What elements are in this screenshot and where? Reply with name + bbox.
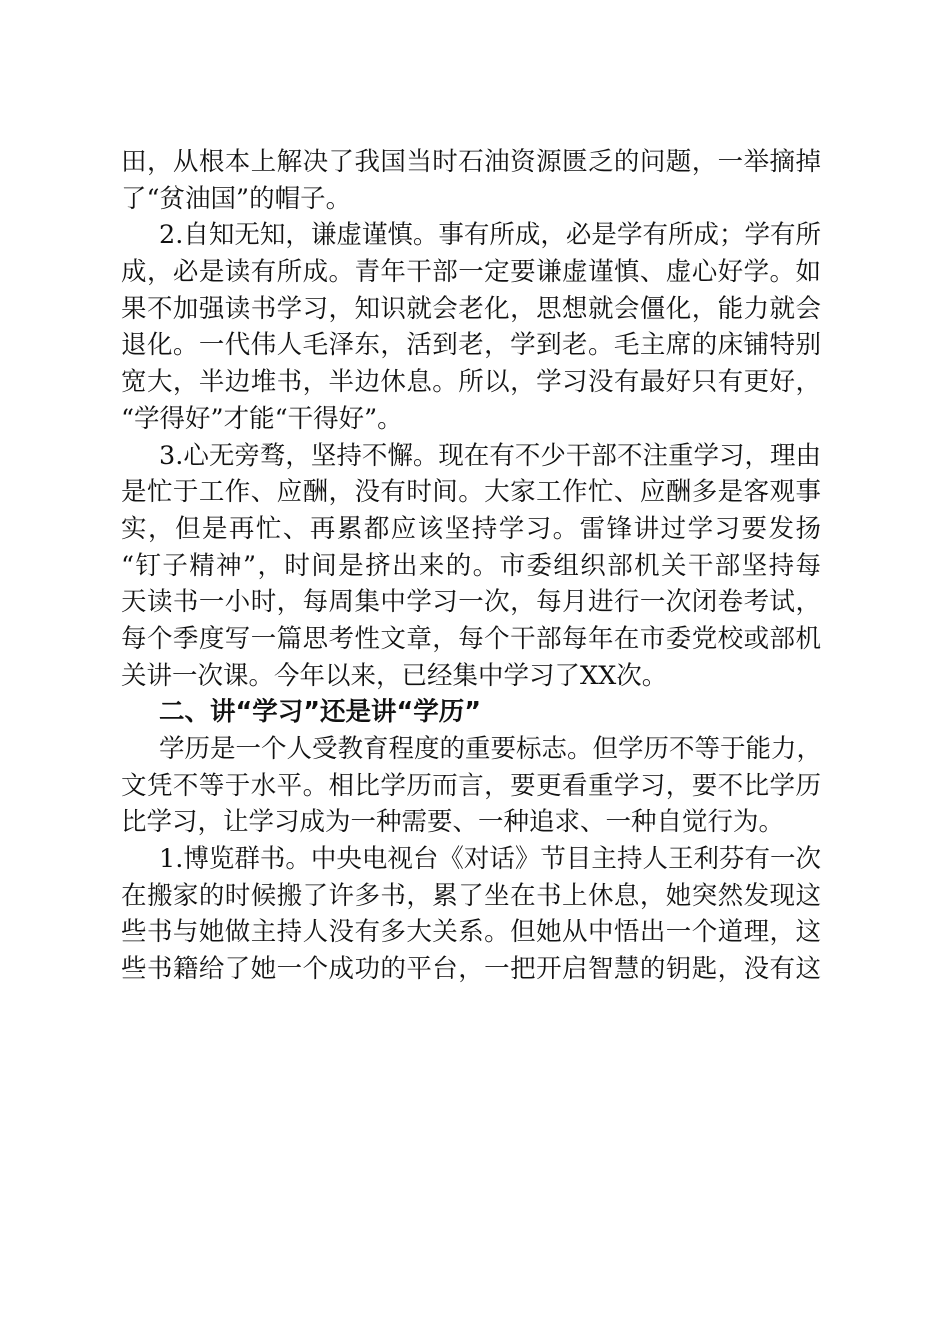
text-line: 2.自知无知，谦虚谨慎。事有所成，必是学有所成；学有所	[159, 220, 821, 251]
text-line: 文凭不等于水平。相比学历而言，要更看重学习，要不比学历	[121, 770, 821, 801]
text-line: 宽大，半边堆书，半边休息。所以，学习没有最好只有更好，	[121, 367, 821, 398]
text-line: “钉子精神”，时间是挤出来的。市委组织部机关干部坚持每	[121, 550, 821, 581]
text-line: 果不加强读书学习，知识就会老化，思想就会僵化，能力就会	[121, 293, 821, 324]
text-line: 学历是一个人受教育程度的重要标志。但学历不等于能力，	[159, 734, 823, 764]
text-line: 每个季度写一篇思考性文章，每个干部每年在市委党校或部机	[121, 623, 821, 654]
text-line: 实，但是再忙、再累都应该坚持学习。雷锋讲过学习要发扬	[121, 513, 821, 544]
text-line: 3.心无旁骛，坚持不懈。现在有不少干部不注重学习，理由	[159, 440, 821, 471]
text-line: 些书籍给了她一个成功的平台，一把开启智慧的钥匙，没有这	[121, 954, 821, 985]
text-line: 在搬家的时候搬了许多书，累了坐在书上休息，她突然发现这	[121, 880, 821, 911]
text-line: 了“贫油国”的帽子。	[121, 183, 352, 214]
section-heading: 二、讲“学习”还是讲“学历”	[159, 697, 482, 728]
text-line: 成，必是读有所成。青年干部一定要谦虚谨慎、虚心好学。如	[121, 257, 821, 288]
text-line: “学得好”才能“干得好”。	[121, 403, 403, 434]
text-line: 天读书一小时，每周集中学习一次，每月进行一次闭卷考试，	[121, 587, 821, 618]
text-line: 些书与她做主持人没有多大关系。但她从中悟出一个道理，这	[121, 917, 821, 948]
text-line: 关讲一次课。今年以来，已经集中学习了XX次。	[121, 660, 668, 691]
text-line: 是忙于工作、应酬，没有时间。大家工作忙、应酬多是客观事	[121, 477, 821, 508]
document-page	[121, 144, 821, 988]
text-line: 退化。一代伟人毛泽东，活到老，学到老。毛主席的床铺特别	[121, 330, 821, 361]
text-line: 田，从根本上解决了我国当时石油资源匮乏的问题，一举摘掉	[121, 147, 821, 177]
text-line: 比学习，让学习成为一种需要、一种追求、一种自觉行为。	[121, 807, 785, 838]
text-line: 1.博览群书。中央电视台《对话》节目主持人王利芬有一次	[159, 844, 821, 875]
